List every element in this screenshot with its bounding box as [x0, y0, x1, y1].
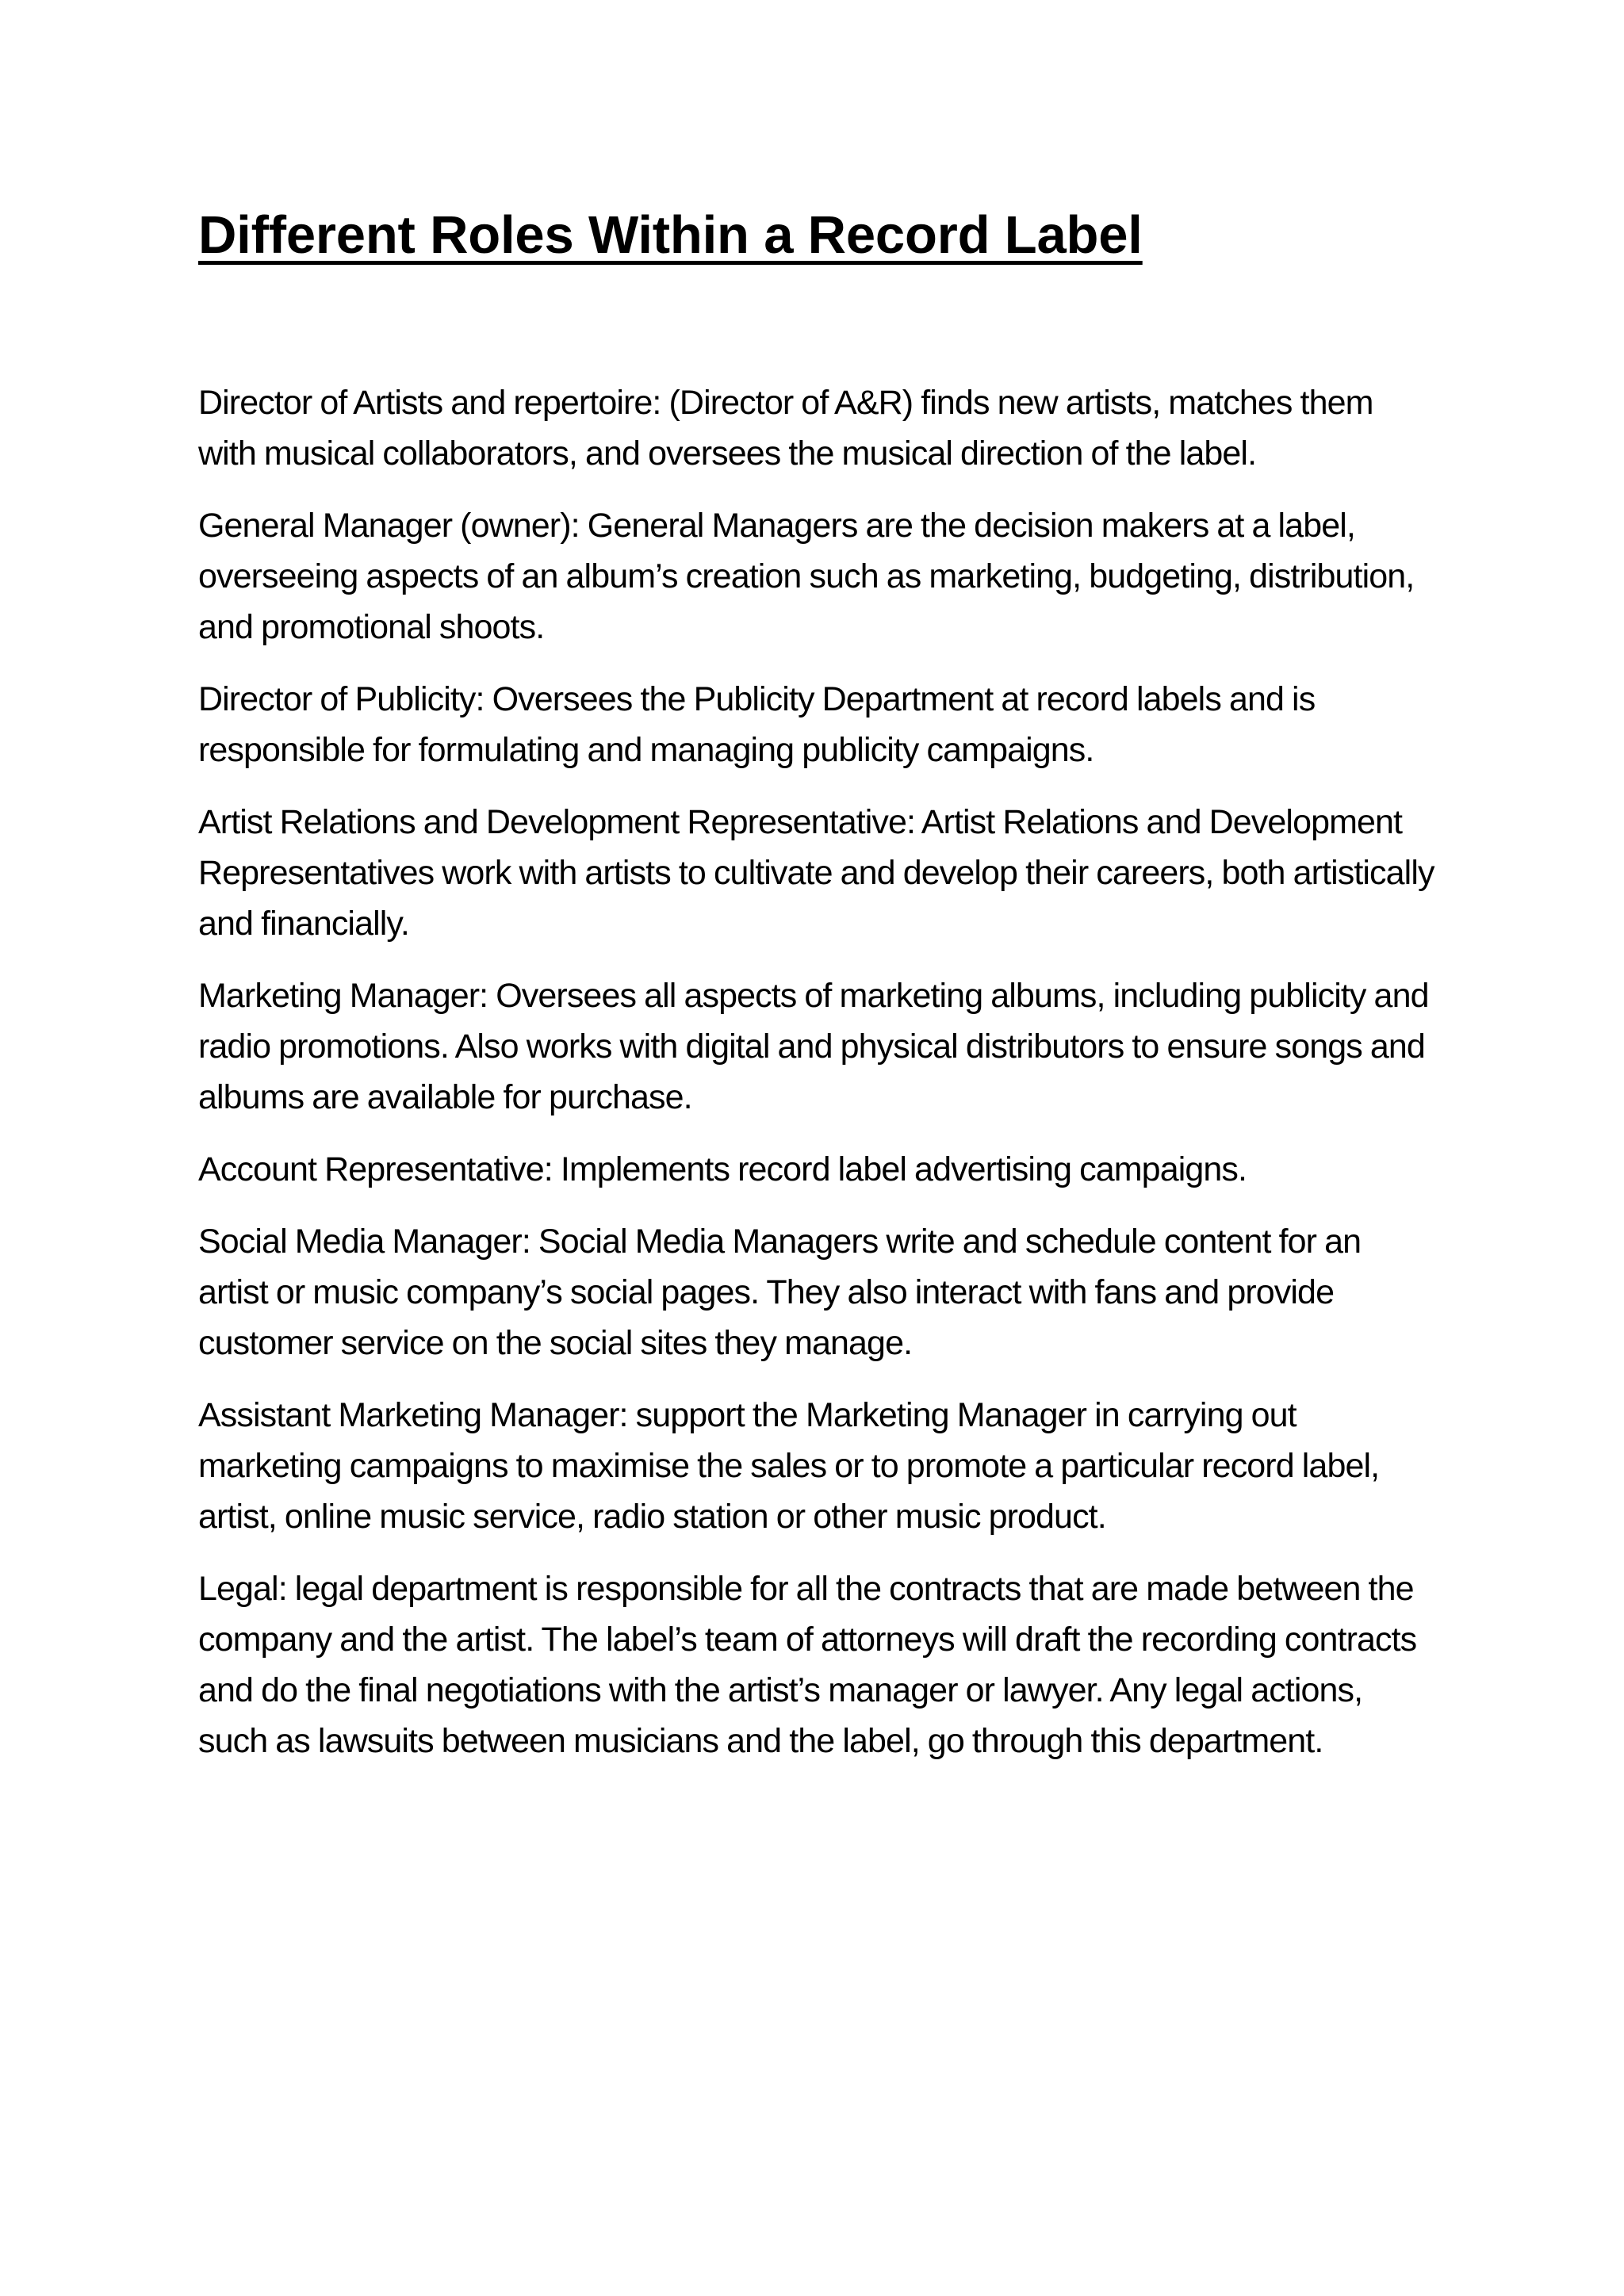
paragraph-legal: Legal: legal department is responsible for all the contracts that are made between the company and the artist. The label’s team of attorneys will draft the recording contracts and do the final negotiations with the artist’s manager or lawyer. Any legal actions, such as lawsuits between musicians and the label, go through this department. — [198, 1570, 1417, 1760]
paragraph-artist-relations: Artist Relations and Development Representative: Artist Relations and Development Representatives work with artists to cultivate and develop their careers, both artistically and financially. — [198, 803, 1434, 943]
paragraph-director-publicity: Director of Publicity: Oversees the Publicity Department at record labels and is responsible for formulating and managing publicity campaigns. — [198, 680, 1316, 769]
paragraph-social-media-manager: Social Media Manager: Social Media Managers write and schedule content for an artist or music company’s social pages. They also interact with fans and provide customer service on the social sites they manage. — [198, 1223, 1362, 1362]
paragraph-general-manager: General Manager (owner): General Managers are the decision makers at a label, overseeing aspects of an album’s creation such as marketing, budgeting, distribution, and promotional shoots. — [198, 507, 1415, 646]
document-body — [198, 377, 1435, 1788]
paragraph-account-representative: Account Representative: Implements record label advertising campaigns. — [198, 1150, 1247, 1188]
paragraph-director-ar: Director of Artists and repertoire: (Director of A&R) finds new artists, matches them with musical collaborators, and oversees the musical direction of the label. — [198, 384, 1373, 473]
page-title: Different Roles Within a Record Label — [198, 205, 1143, 265]
paragraph-marketing-manager: Marketing Manager: Oversees all aspects of marketing albums, including publicity and radio promotions. Also works with digital and physical distributors to ensure songs and albums are available for purchase. — [198, 977, 1429, 1116]
paragraph-assistant-marketing-manager: Assistant Marketing Manager: support the Marketing Manager in carrying out marketing campaigns to maximise the sales or to promote a particular record label, artist, online music service, radio station or other music product. — [198, 1396, 1380, 1536]
